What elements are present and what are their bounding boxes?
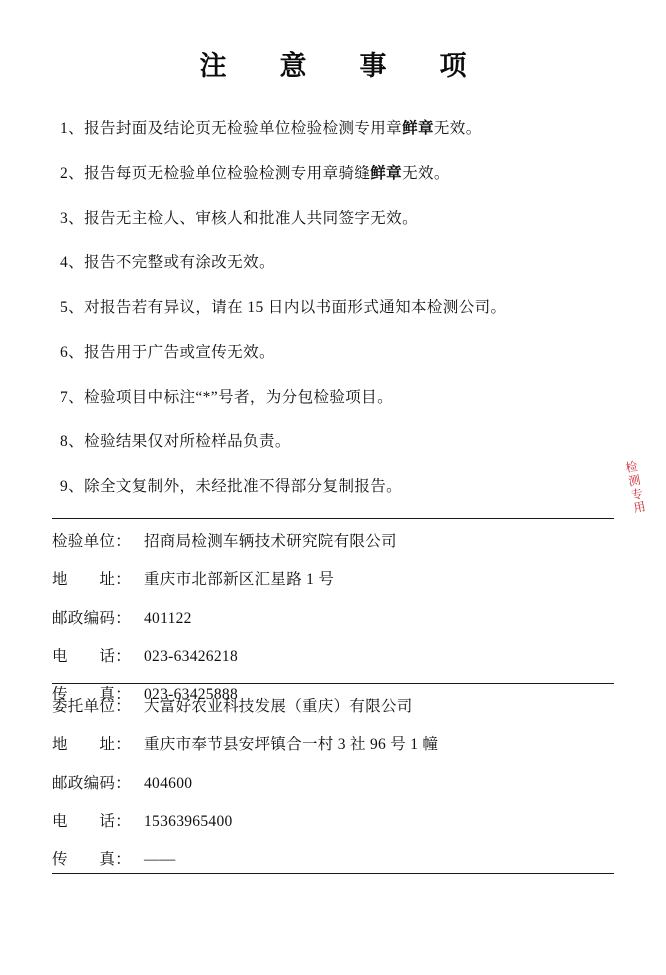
info-label: 电 话： <box>52 812 132 830</box>
document-page <box>0 44 666 975</box>
info-value: 401122 <box>144 609 192 627</box>
stamp-char-2: 测 <box>627 472 642 489</box>
notice-text: 报告不完整或有涂改无效。 <box>84 254 275 272</box>
notice-text: 报告无主检人、审核人和批准人共同签字无效。 <box>84 209 418 227</box>
info-row <box>52 568 614 591</box>
info-row <box>52 530 614 553</box>
inspection-org-block <box>52 530 614 721</box>
notice-text: 检验结果仅对所检样品负责。 <box>84 433 291 451</box>
info-value: 大富好农业科技发展（重庆）有限公司 <box>144 698 413 715</box>
notice-index: 5、 <box>60 299 85 316</box>
info-label: 委托单位： <box>52 698 132 715</box>
info-row <box>52 695 614 718</box>
info-row <box>52 733 614 756</box>
notice-index: 3、 <box>60 209 85 227</box>
notice-text: 报告每页无检验单位检验检测专用章骑缝 <box>84 164 371 182</box>
client-org-block <box>52 695 614 886</box>
notice-index: 8、 <box>60 433 85 451</box>
list-item <box>52 117 614 140</box>
notice-index: 2、 <box>60 164 85 182</box>
notice-index: 1、 <box>60 120 85 137</box>
info-label: 检验单位： <box>52 533 132 550</box>
list-item <box>52 207 614 230</box>
info-label: 邮政编码： <box>52 609 132 627</box>
list-item <box>52 386 614 409</box>
list-item <box>52 296 614 319</box>
info-row <box>52 607 614 630</box>
notice-text-tail: 无效。 <box>433 120 482 137</box>
info-row <box>52 645 614 668</box>
info-label: 邮政编码： <box>52 774 132 792</box>
notice-text: 除全文复制外，未经批准不得部分复制报告。 <box>84 478 403 495</box>
list-item <box>52 475 614 498</box>
info-label: 电 话： <box>52 647 132 665</box>
notice-text: 检验项目中标注“*”号者，为分包检验项目。 <box>84 388 393 406</box>
stamp-char-4: 用 <box>632 499 647 516</box>
notice-emphasis: 鲜章 <box>402 120 434 137</box>
list-item <box>52 341 614 364</box>
info-row <box>52 848 614 871</box>
info-value: 404600 <box>144 774 193 792</box>
red-seal-stamp <box>613 458 666 583</box>
info-label: 传 真： <box>52 686 132 703</box>
info-value: 023-63425888 <box>144 686 239 703</box>
notice-index: 7、 <box>60 388 85 406</box>
info-row <box>52 810 614 833</box>
info-label: 地 址： <box>52 736 132 754</box>
info-value: 招商局检测车辆技术研究院有限公司 <box>144 533 397 550</box>
page-title: 注 意 事 项 <box>199 51 480 81</box>
notice-emphasis: 鲜章 <box>370 164 403 182</box>
info-value: 023-63426218 <box>144 647 239 665</box>
notice-index: 4、 <box>60 254 85 272</box>
info-label: 传 真： <box>52 851 132 868</box>
notice-index: 6、 <box>60 343 85 361</box>
info-value: —— <box>144 851 176 868</box>
divider <box>52 873 614 874</box>
info-value: 重庆市北部新区汇星路 1 号 <box>144 571 335 589</box>
notice-text: 报告用于广告或宣传无效。 <box>84 343 275 361</box>
info-value: 重庆市奉节县安坪镇合一村 3 社 96 号 1 幢 <box>144 736 439 754</box>
divider <box>52 683 614 684</box>
stamp-char-1: 检 <box>624 458 639 476</box>
info-value: 15363965400 <box>144 812 233 830</box>
divider <box>52 518 614 519</box>
stamp-char-3: 专 <box>629 486 645 503</box>
info-row <box>52 772 614 795</box>
list-item <box>52 162 614 185</box>
info-label: 地 址： <box>52 571 132 589</box>
list-item <box>52 430 614 453</box>
notice-text-tail: 无效。 <box>402 164 450 182</box>
list-item <box>52 251 614 274</box>
notice-index: 9、 <box>60 478 85 495</box>
notice-list <box>52 117 614 498</box>
notice-text: 对报告若有异议，请在 15 日内以书面形式通知本检测公司。 <box>84 299 507 316</box>
notice-text: 报告封面及结论页无检验单位检验检测专用章 <box>84 120 403 137</box>
